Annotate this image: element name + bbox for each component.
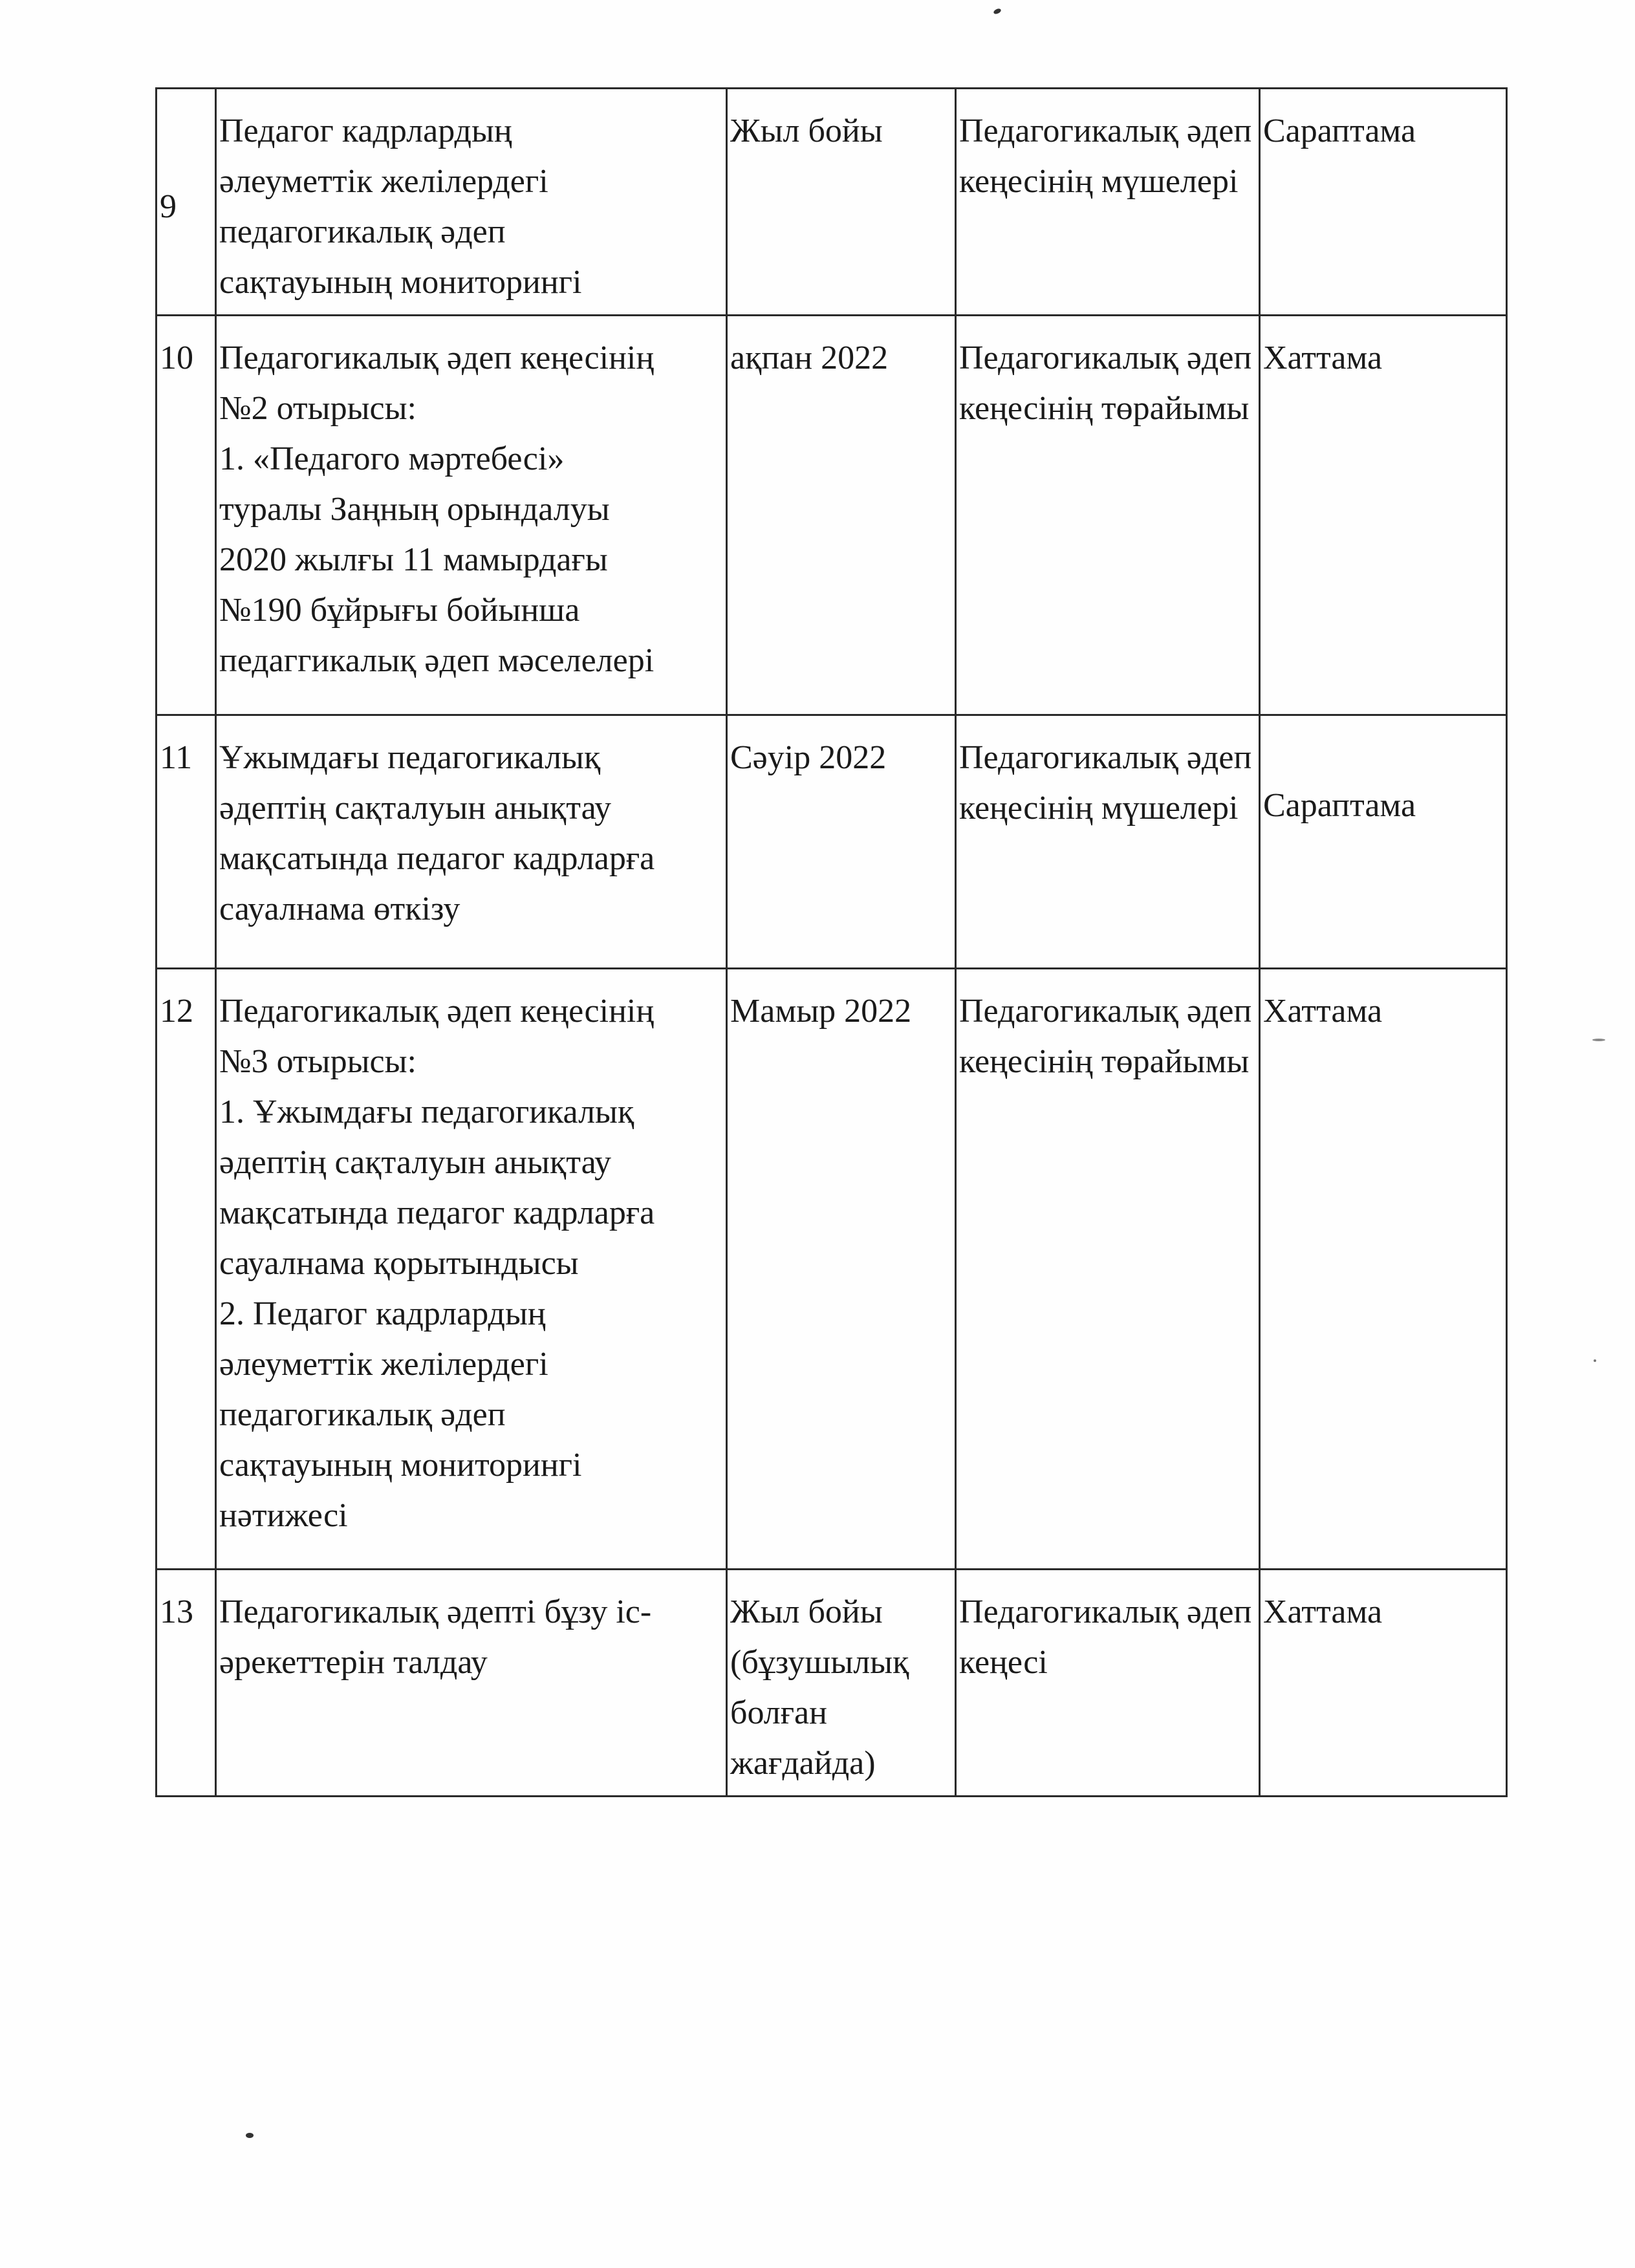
row-number: 11	[157, 715, 216, 969]
event-cell	[216, 89, 727, 316]
row-number: 12	[157, 969, 216, 1570]
result-cell: Хаттама	[1260, 969, 1507, 1570]
event-line: әрекеттерін талдау	[219, 1644, 488, 1681]
event-line: сақтауының мониторингі	[219, 264, 582, 301]
event-cell	[216, 1570, 727, 1797]
event-line: сауалнама қорытындысы	[219, 1245, 579, 1282]
event-line: әлеуметтік желілердегі	[219, 1346, 548, 1383]
event-cell	[216, 316, 727, 715]
term-cell: Сәуір 2022	[727, 715, 956, 969]
event-line: сауалнама өткізу	[219, 891, 460, 927]
result-cell: Хаттама	[1260, 1570, 1507, 1797]
event-cell	[216, 715, 727, 969]
event-line: әдептің сақталуын анықтау	[219, 790, 612, 826]
responsible-cell: Педагогикалық әдеп кеңесі	[956, 1570, 1260, 1797]
scan-speck	[246, 2133, 254, 2138]
event-line: 2020 жылғы 11 мамырдағы	[219, 541, 608, 578]
row-number: 13	[157, 1570, 216, 1797]
event-line: сақтауының мониторингі	[219, 1447, 582, 1484]
result-cell: Сараптама	[1260, 715, 1507, 969]
scan-speck	[993, 8, 1002, 15]
term-cell: Жыл бойы (бұзушылық болған жағдайда)	[727, 1570, 956, 1797]
result-cell: Сараптама	[1260, 89, 1507, 316]
event-line: 1. Ұжымдағы педагогикалық	[219, 1094, 634, 1130]
event-line: туралы Заңның орындалуы	[219, 491, 610, 528]
row-number: 9	[157, 89, 216, 316]
event-line: мақсатында педагог кадрларға	[219, 840, 655, 877]
scan-speck	[1594, 1359, 1596, 1362]
event-line: №3 отырысы:	[219, 1043, 417, 1080]
responsible-cell: Педагогикалық әдеп кеңесінің төрайымы	[956, 969, 1260, 1570]
row-number: 10	[157, 316, 216, 715]
event-line: нәтижесі	[219, 1497, 348, 1534]
event-line: Педагогикалық әдепті бұзу іс-	[219, 1593, 652, 1630]
event-line: Ұжымдағы педагогикалық	[219, 739, 601, 776]
event-line: Педагог кадрлардың	[219, 113, 512, 149]
event-line: педагогикалық әдеп	[219, 213, 506, 250]
table-row	[157, 89, 1507, 316]
plan-table	[155, 87, 1508, 1797]
scan-speck	[1592, 1039, 1605, 1041]
responsible-cell: Педагогикалық әдеп кеңесінің мүшелері	[956, 715, 1260, 969]
event-line: 1. «Педагого мәртебесі»	[219, 440, 565, 477]
table-row	[157, 316, 1507, 715]
event-line: әлеуметтік желілердегі	[219, 163, 548, 200]
responsible-cell: Педагогикалық әдеп кеңесінің мүшелері	[956, 89, 1260, 316]
responsible-cell: Педагогикалық әдеп кеңесінің төрайымы	[956, 316, 1260, 715]
event-line: Педагогикалық әдеп кеңесінің	[219, 993, 655, 1030]
event-line: №190 бұйрығы бойынша	[219, 592, 580, 629]
term-cell: ақпан 2022	[727, 316, 956, 715]
event-line: 2. Педагог кадрлардың	[219, 1295, 546, 1332]
event-line: Педагогикалық әдеп кеңесінің	[219, 340, 655, 376]
event-line: педагогикалық әдеп	[219, 1396, 506, 1433]
result-cell: Хаттама	[1260, 316, 1507, 715]
event-cell	[216, 969, 727, 1570]
event-line: №2 отырысы:	[219, 390, 417, 427]
event-line: мақсатында педагог кадрларға	[219, 1194, 655, 1231]
table-row	[157, 1570, 1507, 1797]
table-row	[157, 715, 1507, 969]
term-cell: Жыл бойы	[727, 89, 956, 316]
term-cell: Мамыр 2022	[727, 969, 956, 1570]
table-row	[157, 969, 1507, 1570]
event-line: педаггикалық әдеп мәселелері	[219, 642, 655, 679]
event-line: әдептің сақталуын анықтау	[219, 1144, 612, 1181]
